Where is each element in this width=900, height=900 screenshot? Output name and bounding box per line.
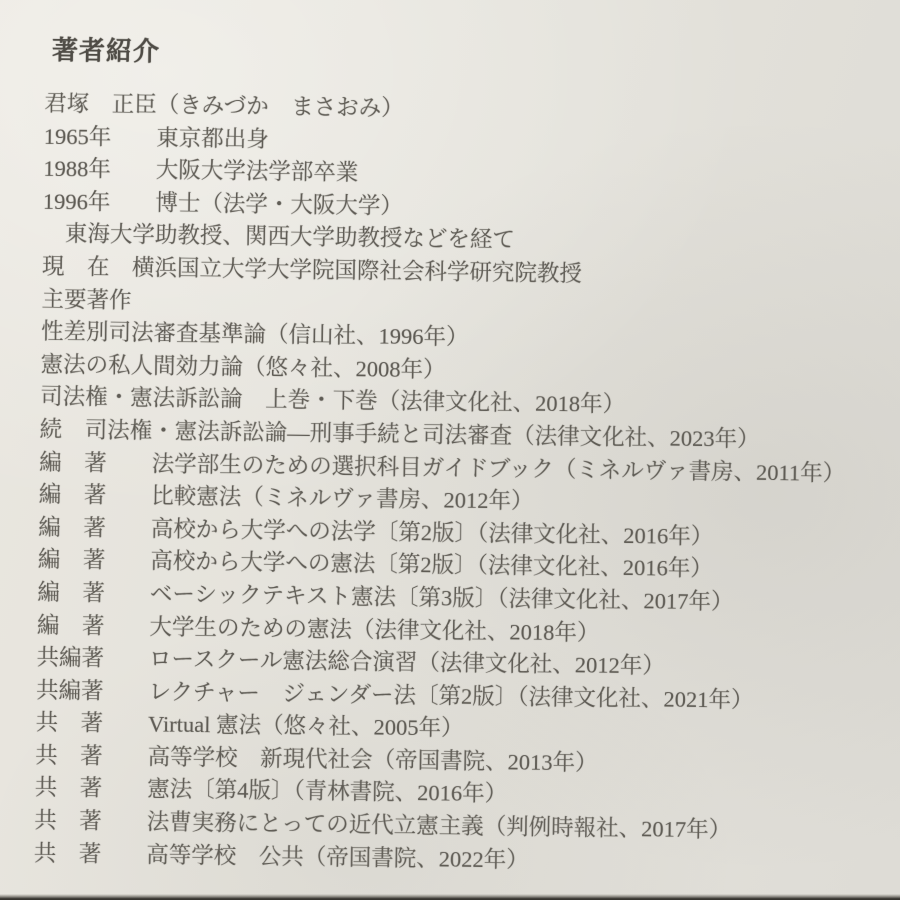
text-line: 1996年 博士（法学・大阪大学）	[42, 188, 404, 219]
text-line: 1988年 大阪大学法学部卒業	[43, 155, 359, 186]
text-line: 編 著 ベーシックテキスト憲法〔第3版〕（法律文化社、2017年）	[37, 579, 734, 615]
text-line: 続 司法権・憲法訴訟論―刑事手続と司法審査（法律文化社、2023年）	[39, 416, 760, 452]
text-line: 現 在 横浜国立大学大学院国際社会科学研究院教授	[41, 253, 583, 287]
text-line: 性差別司法審査基準論（信山社、1996年）	[40, 318, 469, 350]
text-line: 共編著 ロースクール憲法総合演習（法律文化社、2012年）	[36, 644, 666, 679]
text-line: 1965年 東京都出身	[43, 123, 269, 152]
text-line: 編 著 高校から大学への法学〔第2版〕（法律文化社、2016年）	[38, 514, 714, 549]
text-line: 編 著 大学生のための憲法（法律文化社、2018年）	[36, 612, 600, 646]
text-line: 編 著 比較憲法（ミネルヴァ書房、2012年）	[38, 481, 534, 514]
page-title: 著者紹介	[51, 34, 161, 67]
text-line: 憲法の私人間効力論（悠々社、2008年）	[40, 351, 446, 383]
photo-bottom-edge	[0, 894, 900, 900]
text-line: 司法権・憲法訴訟論 上巻・下巻（法律文化社、2018年）	[39, 384, 626, 418]
text-line: 共 著 高等学校 公共（帝国書院、2022年）	[33, 840, 529, 873]
text-line: 編 著 法学部生のための選択科目ガイドブック（ミネルヴァ書房、2011年）	[39, 449, 846, 486]
text-line: 共 著 Virtual 憲法（悠々社、2005年）	[35, 710, 464, 741]
text-line: 共 著 高等学校 新現代社会（帝国書院、2013年）	[34, 742, 598, 776]
text-line: 編 著 高校から大学への憲法〔第2版〕（法律文化社、2016年）	[37, 547, 714, 582]
text-line: 共 著 憲法〔第4版〕（青林書院、2016年）	[34, 775, 508, 807]
text-line: 共 著 法曹実務にとっての近代立憲主義（判例時報社、2017年）	[34, 807, 732, 843]
text-line: 主要著作	[41, 286, 132, 313]
text-line: 共編著 レクチャー ジェンダー法〔第2版〕（法律文化社、2021年）	[35, 677, 754, 713]
text-line: 東海大学助教授、関西大学助教授などを経て	[42, 221, 516, 253]
text-line: 君塚 正臣（きみづか まさおみ）	[44, 90, 404, 121]
author-bio-and-works-list	[34, 88, 894, 882]
